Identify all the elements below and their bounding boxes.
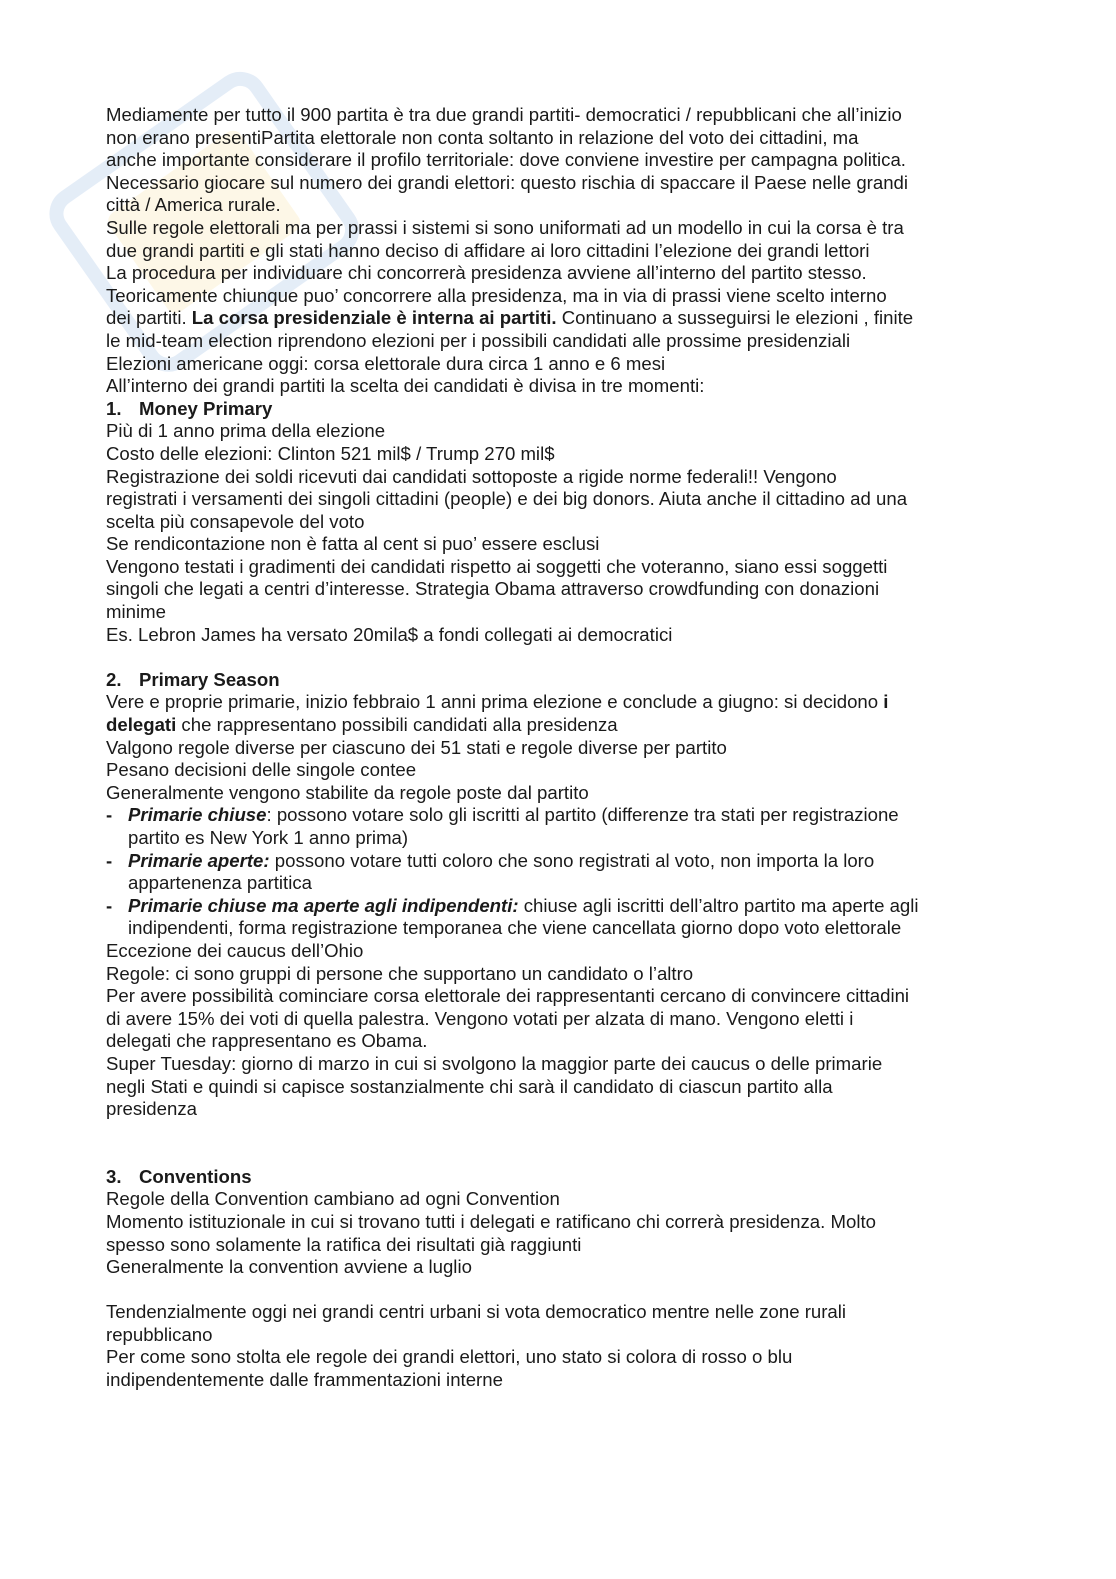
text-line: Costo delle elezioni: Clinton 521 mil$ / Trump 270 mil$: [106, 442, 555, 464]
text-line: registrati i versamenti dei singoli cittadini (people) e dei big donors. Aiuta anche il cittadino ad una: [106, 488, 908, 510]
dash-bullet: -: [106, 894, 113, 916]
section-heading-primary-season: 2. Primary Season: [106, 668, 280, 690]
text-line: Pesano decisioni delle singole contee: [106, 759, 417, 781]
text-line: indipendentemente dalle frammentazioni interne: [106, 1369, 503, 1391]
text-line: spesso sono solamente la ratifica dei risultati già raggiunti: [106, 1233, 582, 1255]
text-line: La procedura per individuare chi concorrerà presidenza avviene all’interno del partito stesso.: [106, 262, 867, 284]
list-item: - Primarie chiuse: possono votare solo gli iscritti al partito (differenze tra stati per registrazione partito es New York 1 anno prima): [106, 804, 899, 848]
text-line: Se rendicontazione non è fatta al cent si puo’ essere esclusi: [106, 533, 600, 555]
text-line: città / America rurale.: [106, 194, 281, 216]
text-line: Sulle regole elettorali ma per prassi i sistemi si sono uniformati ad un modello in cui la corsa è tra: [106, 216, 904, 238]
text-line: di avere 15% dei voti di quella palestra. Vengono votati per alzata di mano. Vengono eletti i: [106, 1007, 854, 1029]
text-line: repubblicano: [106, 1323, 213, 1345]
text-line: minime: [106, 601, 166, 623]
text-line: Es. Lebron James ha versato 20mila$ a fondi collegati ai democratici: [106, 623, 673, 645]
text-line: Per come sono stolta ele regole dei grandi elettori, uno stato si colora di rosso o blu: [106, 1346, 793, 1368]
text-line: anche importante considerare il profilo territoriale: dove conviene investire per campagna politica.: [106, 149, 906, 171]
list-item: - Primarie chiuse ma aperte agli indipendenti: chiuse agli iscritti dell’altro partito ma aperte agli indipendenti, forma registrazione temporanea che viene cancellata giorno dopo voto elettorale: [106, 894, 919, 939]
text-line: le mid-team election riprendono elezioni per i possibili candidati alle prossime presidenziali: [106, 329, 851, 351]
list-item: - Primarie aperte: possono votare tutti coloro che sono registrati al voto, non importa la loro appartenenza partitica: [106, 849, 875, 894]
text-line: Registrazione dei soldi ricevuti dai candidati sottoposte a rigide norme federali!! Vengono: [106, 465, 837, 487]
text-line: Necessario giocare sul numero dei grandi elettori: questo rischia di spaccare il Paese nelle grandi: [106, 171, 909, 193]
text-line: Per avere possibilità cominciare corsa elettorale dei rappresentanti cercano di convincere cittadini: [106, 985, 910, 1007]
text-line: Più di 1 anno prima della elezione: [106, 420, 386, 442]
text-line: All’interno dei grandi partiti la scelta dei candidati è divisa in tre momenti:: [106, 375, 705, 397]
section-heading-money-primary: 1. Money Primary: [106, 397, 273, 419]
section-heading-conventions: 3. Conventions: [106, 1165, 252, 1187]
text-line: singoli che legati a centri d’interesse. Strategia Obama attraverso crowdfunding con donazioni: [106, 578, 880, 600]
text-line: Regole: ci sono gruppi di persone che supportano un candidato o l’altro: [106, 962, 694, 984]
bold-statement: La corsa presidenziale è interna ai partiti.: [191, 307, 557, 329]
dash-bullet: -: [106, 804, 113, 826]
text-line: Regole della Convention cambiano ad ogni Convention: [106, 1188, 560, 1210]
text-line: presidenza: [106, 1098, 197, 1120]
text-line: non erano presentiPartita elettorale non conta soltanto in relazione del voto dei cittadini, ma: [106, 126, 859, 148]
text-line: negli Stati e quindi si capisce sostanzialmente chi sarà il candidato di ciascun partito alla: [106, 1075, 833, 1097]
text-line: due grandi partiti e gli stati hanno deciso di affidare ai loro cittadini l’elezione dei grandi lettori: [106, 239, 870, 261]
text-line: delegati che rappresentano es Obama.: [106, 1030, 428, 1052]
text-line: Generalmente vengono stabilite da regole poste dal partito: [106, 781, 589, 803]
text-line: Valgono regole diverse per ciascuno dei 51 stati e regole diverse per partito: [106, 736, 727, 758]
text-line: delegati che rappresentano possibili candidati alla presidenza: [106, 714, 618, 736]
dash-bullet: -: [106, 849, 113, 871]
text-line: Super Tuesday: giorno di marzo in cui si svolgono la maggior parte dei caucus o delle primarie: [106, 1052, 883, 1074]
document-body: [106, 104, 1006, 1392]
text-line: Tendenzialmente oggi nei grandi centri urbani si vota democratico mentre nelle zone rurali: [106, 1301, 847, 1323]
text-line: Momento istituzionale in cui si trovano tutti i delegati e ratificano chi correrà presidenza. Molto: [106, 1210, 876, 1232]
text-line: dei partiti. La corsa presidenziale è interna ai partiti. Continuano a susseguirsi le elezioni , finite: [106, 307, 914, 329]
text-line: Generalmente la convention avviene a luglio: [106, 1256, 472, 1278]
text-line: Vengono testati i gradimenti dei candidati rispetto ai soggetti che voteranno, siano essi soggetti: [106, 555, 888, 577]
text-line: Teoricamente chiunque puo’ concorrere alla presidenza, ma in via di prassi viene scelto interno: [106, 284, 887, 306]
text-line: Elezioni americane oggi: corsa elettorale dura circa 1 anno e 6 mesi: [106, 352, 666, 374]
text-line: Vere e proprie primarie, inizio febbraio 1 anni prima elezione e conclude a giugno: si decidono i: [106, 691, 889, 713]
text-line: scelta più consapevole del voto: [106, 510, 365, 532]
text-line: Eccezione dei caucus dell’Ohio: [106, 939, 364, 961]
text-line: Mediamente per tutto il 900 partita è tra due grandi partiti- democratici / repubblicani che all’inizio: [106, 104, 902, 125]
